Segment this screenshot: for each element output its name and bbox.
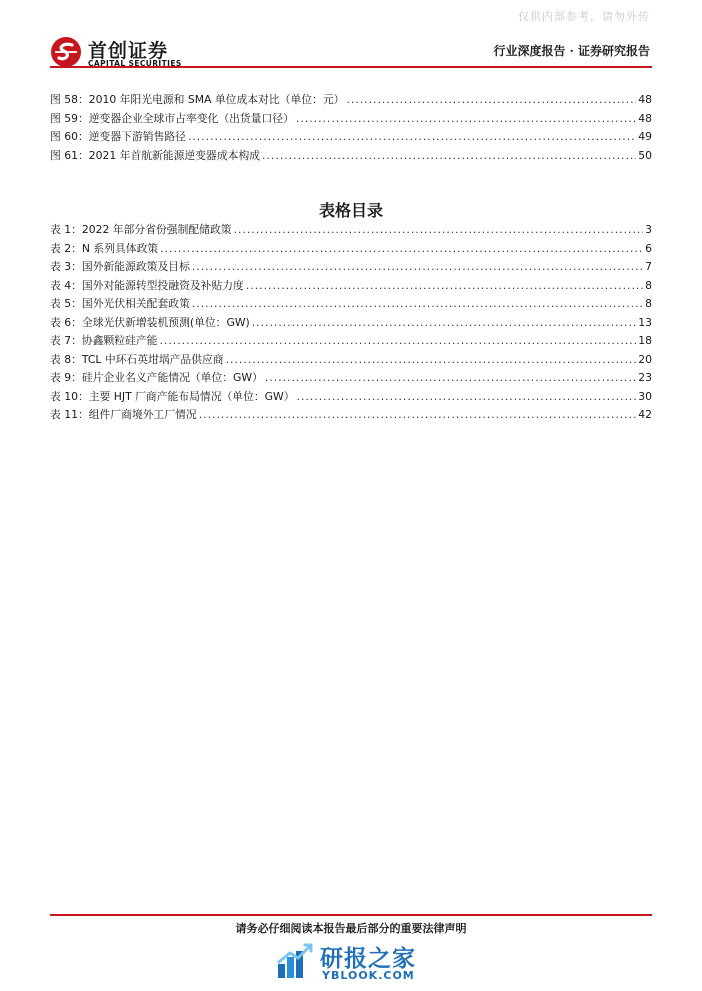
footer-divider (50, 914, 652, 916)
toc-entry[interactable] (50, 315, 652, 334)
table-list (50, 222, 652, 426)
site-name-chinese: 研报之家 (320, 946, 416, 972)
toc-entry-label: 表 9：硅片企业名义产能情况（单位：GW） (50, 371, 263, 384)
toc-page-number: 30 (638, 389, 652, 403)
toc-entry-label: 图 61：2021 年首航新能源逆变器成本构成 (50, 148, 261, 162)
toc-page-number: 23 (638, 371, 652, 384)
toc-entry[interactable] (50, 92, 652, 111)
toc-entry[interactable] (50, 111, 652, 130)
toc-entry[interactable] (50, 389, 652, 408)
toc-leader-dots (262, 149, 636, 162)
toc-page-number: 6 (645, 241, 652, 255)
bar-chart-icon (276, 942, 314, 980)
toc-leader-dots (346, 93, 636, 106)
toc-leader-dots (159, 334, 636, 347)
toc-entry-label: 表 8：TCL 中环石英坩埚产品供应商 (50, 352, 224, 366)
toc-leader-dots (199, 408, 637, 421)
toc-page-number: 8 (645, 278, 652, 292)
toc-leader-dots (265, 371, 636, 384)
toc-page-number: 7 (645, 260, 652, 273)
toc-page-number: 13 (638, 315, 652, 329)
header-divider (50, 66, 652, 68)
toc-page-number: 42 (638, 408, 652, 421)
toc-entry[interactable] (50, 407, 652, 426)
toc-leader-dots (160, 242, 643, 255)
toc-page-number: 50 (638, 148, 652, 162)
toc-leader-dots (192, 260, 643, 273)
toc-leader-dots (192, 297, 643, 310)
toc-leader-dots (234, 223, 644, 236)
toc-page-number: 8 (645, 297, 652, 310)
toc-entry-label: 表 5：国外光伏相关配套政策 (50, 297, 190, 310)
toc-entry[interactable] (50, 352, 652, 371)
toc-leader-dots (296, 112, 636, 125)
toc-entry-label: 表 11：组件厂商境外工厂情况 (50, 408, 197, 421)
toc-leader-dots (297, 390, 637, 403)
toc-entry-label: 表 2：N 系列具体政策 (50, 241, 159, 255)
toc-entry[interactable] (50, 148, 652, 167)
toc-page-number: 48 (638, 93, 652, 106)
toc-entry-label: 表 3：国外新能源政策及目标 (50, 260, 190, 273)
toc-entry-label: 图 58：2010 年阳光电源和 SMA 单位成本对比（单位：元） (50, 93, 345, 106)
toc-page-number: 20 (638, 352, 652, 366)
watermark-text: 仅供内部参考，请勿外传 (518, 10, 650, 23)
site-watermark-logo (276, 938, 436, 986)
toc-entry[interactable] (50, 241, 652, 260)
capital-securities-logo-icon (50, 36, 82, 68)
toc-entry-label: 表 4：国外对能源转型投融资及补贴力度 (50, 278, 244, 292)
toc-page-number: 49 (638, 130, 652, 143)
toc-leader-dots (246, 279, 643, 292)
toc-entry[interactable] (50, 333, 652, 352)
toc-entry[interactable] (50, 278, 652, 297)
toc-page-number: 3 (645, 223, 652, 236)
toc-entry[interactable] (50, 129, 652, 148)
toc-entry-label: 表 7：协鑫颗粒硅产能 (50, 334, 158, 347)
toc-entry-label: 表 10：主要 HJT 厂商产能布局情况（单位：GW） (50, 389, 295, 403)
toc-entry-label: 图 59：逆变器企业全球市占率变化（出货量口径） (50, 111, 294, 125)
toc-leader-dots (226, 353, 637, 366)
toc-entry-label: 表 1：2022 年部分省份强制配储政策 (50, 223, 232, 236)
toc-page-number: 48 (638, 111, 652, 125)
toc-leader-dots (252, 316, 637, 329)
report-type-title: 行业深度报告 · 证券研究报告 (493, 44, 650, 58)
toc-entry[interactable] (50, 296, 652, 315)
toc-entry[interactable] (50, 259, 652, 278)
toc-entry-label: 表 6：全球光伏新增装机预测(单位：GW) (50, 315, 250, 329)
tables-section-title: 表格目录 (318, 201, 383, 220)
toc-entry[interactable] (50, 370, 652, 389)
site-name-english: YBLOOK.COM (322, 969, 415, 982)
legal-notice: 请务必仔细阅读本报告最后部分的重要法律声明 (235, 922, 467, 935)
toc-leader-dots (188, 130, 636, 143)
logo-english-name: CAPITAL SECURITIES (88, 59, 182, 68)
toc-page-number: 18 (638, 334, 652, 347)
logo-chinese-name: 首创证券 (88, 40, 169, 62)
toc-entry[interactable] (50, 222, 652, 241)
figure-list (50, 92, 652, 166)
toc-entry-label: 图 60：逆变器下游销售路径 (50, 130, 186, 143)
